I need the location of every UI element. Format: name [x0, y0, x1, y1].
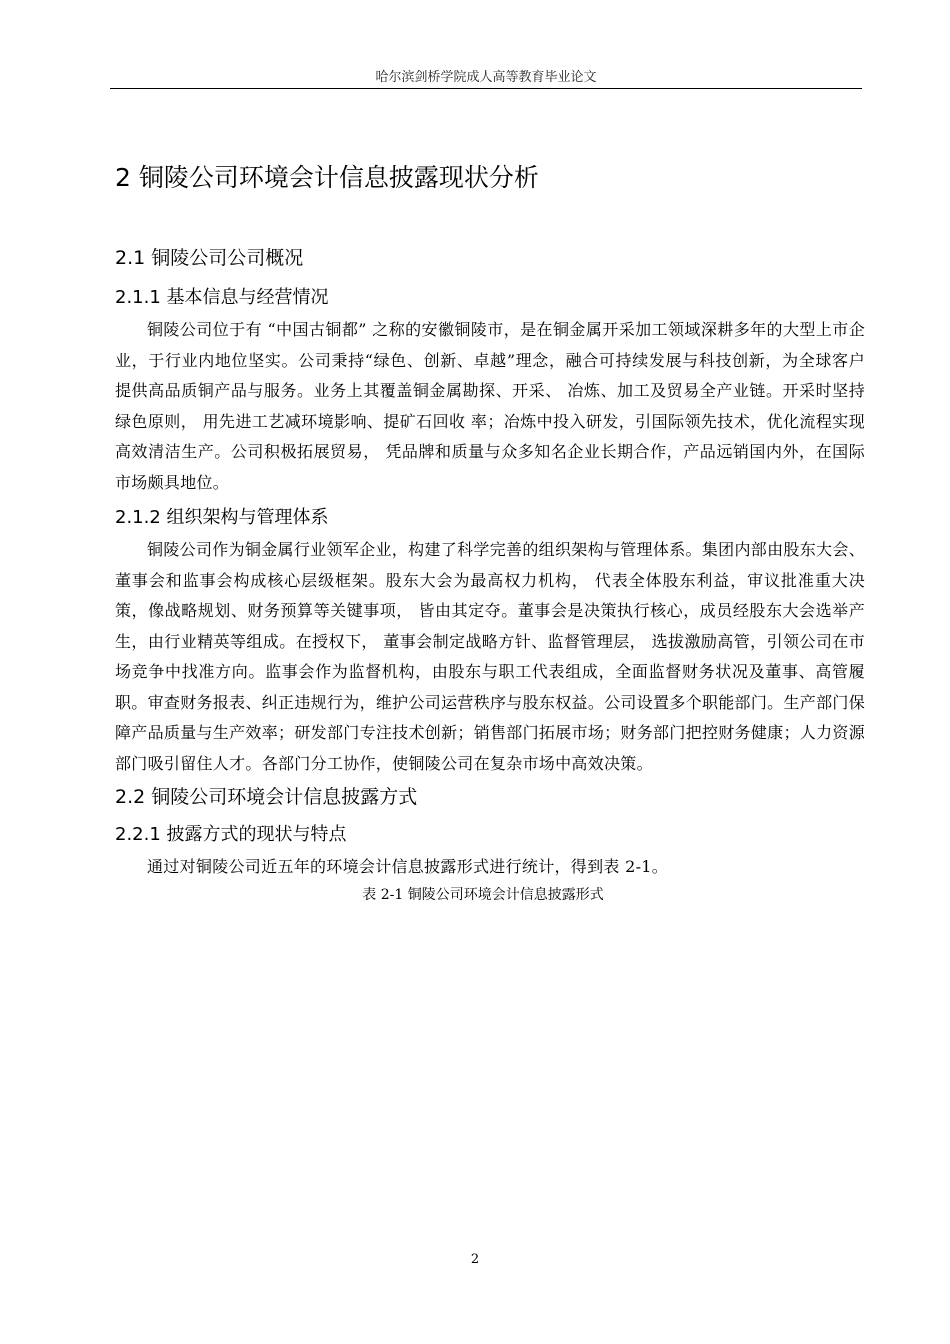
- page-body: [115, 160, 865, 907]
- paragraph-organization: 铜陵公司作为铜金属行业领军企业，构建了科学完善的组织架构与管理体系。集团内部由股东大会、董事会和监事会构成核心层级框架。股东大会为最高权力机构， 代表全体股东利益，审议批准重大决策，像战略规划、财务预算等关键事项， 皆由其定夺。董事会是决策执行核心，成员经股东大会选举产生，由行业精英等组成。在授权下， 董事会制定战略方针、监督管理层， 选拔激励高管，引领公司在市场竞争中找准方向。监事会作为监督机构，由股东与职工代表组成，全面监督财务状况及董事、高管履职。审查财务报表、纠正违规行为，维护公司运营秩序与股东权益。公司设置多个职能部门。生产部门保障产品质量与生产效率；研发部门专注技术创新；销售部门拓展市场；财务部门把控财务健康；人力资源部门吸引留住人才。各部门分工协作，使铜陵公司在复杂市场中高效决策。: [115, 540, 865, 773]
- section-2-1-title: 2.1 铜陵公司公司概况: [115, 247, 304, 269]
- running-header: 哈尔滨剑桥学院成人高等教育毕业论文: [375, 70, 597, 85]
- table-caption: 表 2-1 铜陵公司环境会计信息披露形式: [362, 886, 604, 903]
- paragraph-basic-info: 铜陵公司位于有 “中国古铜都” 之称的安徽铜陵市，是在铜金属开采加工领域深耕多年的大型上市企业，于行业内地位坚实。公司秉持“绿色、创新、卓越”理念，融合可持续发展与科技创新，为全球客户提供高品质铜产品与服务。业务上其覆盖铜金属勘探、开采、 冶炼、加工及贸易全产业链。开采时坚持绿色原则， 用先进工艺减环境影响、提矿石回收 率；冶炼中投入研发，引国际领先技术，优化流程实现高效清洁生产。公司积极拓展贸易， 凭品牌和质量与众多知名企业长期合作，产品远销国内外，在国际市场颇具地位。: [115, 320, 865, 492]
- section-2-2-title: 2.2 铜陵公司环境会计信息披露方式: [115, 786, 418, 808]
- chapter-title: 2 铜陵公司环境会计信息披露现状分析: [115, 163, 539, 192]
- subsection-2-1-2-title: 2.1.2 组织架构与管理体系: [115, 507, 329, 528]
- page-number: 2: [470, 1252, 480, 1267]
- header-divider: [110, 88, 862, 89]
- subsection-2-1-1-title: 2.1.1 基本信息与经营情况: [115, 287, 329, 308]
- subsection-2-2-1-title: 2.2.1 披露方式的现状与特点: [115, 824, 347, 845]
- paragraph-disclosure-stats: 通过对铜陵公司近五年的环境会计信息披露形式进行统计，得到表 2-1。: [147, 857, 669, 876]
